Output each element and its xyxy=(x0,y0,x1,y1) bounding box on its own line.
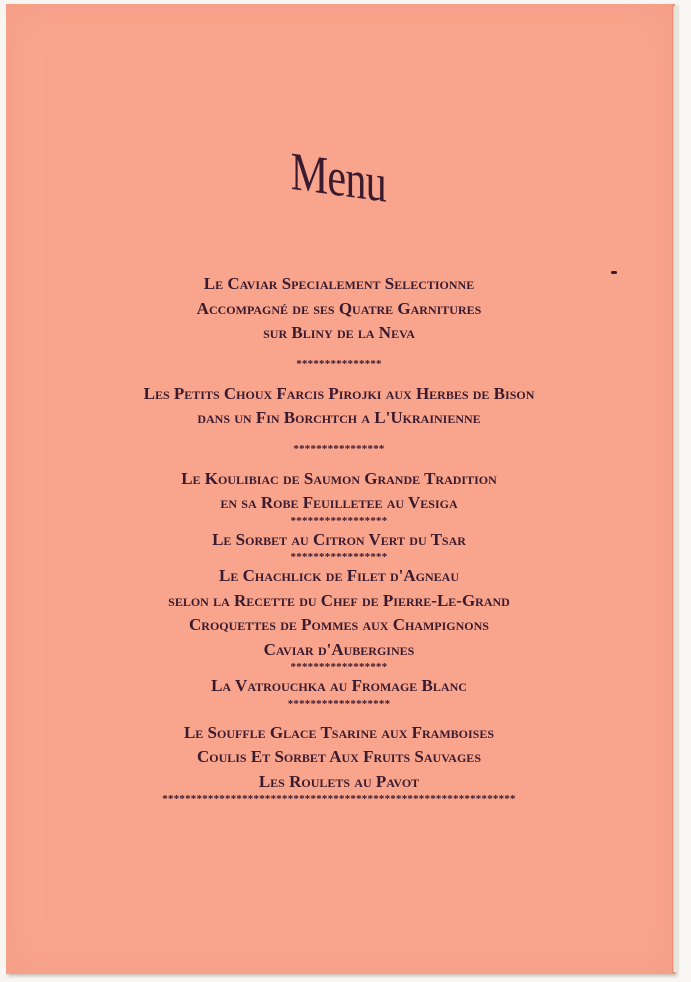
separator: ****************** xyxy=(287,697,391,710)
dish-line: Le Chachlick de Filet d'Agneau xyxy=(218,566,460,585)
dish-line: sur Bliny de la Neva xyxy=(263,323,415,342)
dish-line: Coulis Et Sorbet Aux Fruits Sauvages xyxy=(196,747,481,766)
separator: *************** xyxy=(296,357,382,370)
dish-line: selon la Recette du Chef de Pierre-Le-Grand xyxy=(168,590,510,610)
dish-line: dans un Fin Borchtch a L'Ukrainienne xyxy=(197,408,481,427)
separator: ***************** xyxy=(290,514,388,527)
separator: ***************** xyxy=(290,551,388,563)
dish-line: Les Roulets au Pavot xyxy=(258,771,420,791)
separator: **************** xyxy=(293,442,385,455)
course-5 xyxy=(6,564,672,662)
dish-line: Le Koulibiac de Saumon Grande Tradition xyxy=(181,468,497,488)
course-6 xyxy=(6,674,672,699)
separator: ************************************************************** xyxy=(162,793,516,805)
menu-list xyxy=(6,272,672,804)
dish-line: Les Petits Choux Farcis Pirojki aux Herbes de Bison xyxy=(143,383,535,403)
menu-card xyxy=(6,4,675,974)
course-4 xyxy=(6,528,672,553)
course-2 xyxy=(6,382,672,431)
dish-line: en sa Robe Feuilletee au Vesiga xyxy=(220,493,458,512)
course-3 xyxy=(6,467,672,516)
course-1 xyxy=(6,272,672,346)
separator: ***************** xyxy=(290,661,388,673)
menu-title: Menu xyxy=(290,140,386,214)
dish-line: Caviar d'Aubergines xyxy=(263,639,415,659)
page-edge xyxy=(673,6,679,972)
dish-line: Croquettes de Pommes aux Champignons xyxy=(189,615,489,634)
dish-line: La Vatrouchka au Fromage Blanc xyxy=(211,676,467,695)
dish-line: Le Caviar Specialement Selectionne xyxy=(203,274,475,293)
dish-line: Accompagné de ses Quatre Garnitures xyxy=(196,298,482,318)
dish-line: Le Souffle Glace Tsarine aux Framboises xyxy=(183,722,495,742)
course-7 xyxy=(6,721,672,795)
dish-line: Le Sorbet au Citron Vert du Tsar xyxy=(212,529,466,549)
